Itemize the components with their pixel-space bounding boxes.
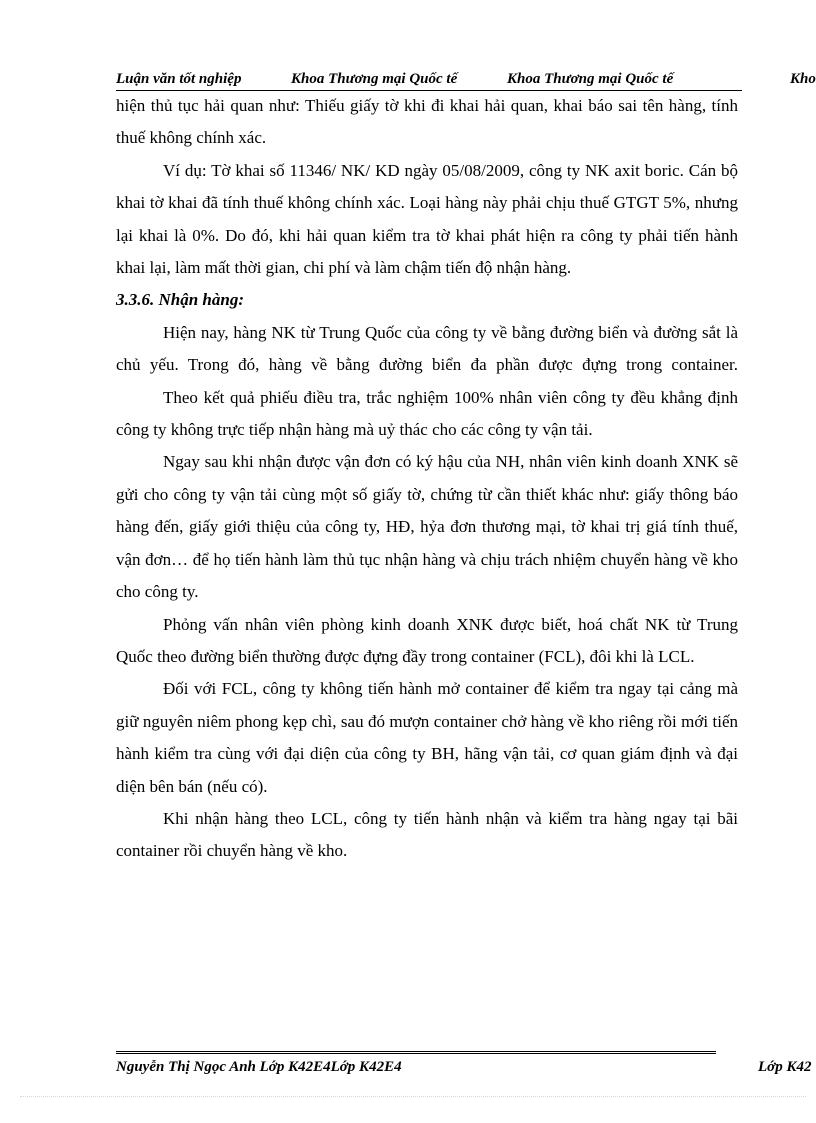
paragraph-continued: hiện thủ tục hải quan như: Thiếu giấy tờ khi đi khai hải quan, khai báo sai tên hàng, tính thuế không chính xác.	[116, 96, 738, 148]
header-dept-3: Kho	[790, 71, 816, 87]
paragraph: Ngay sau khi nhận được vận đơn có ký hậu của NH, nhân viên kinh doanh XNK sẽ gửi cho công ty vận tải cùng một số giấy tờ, chứng từ cần thiết khác như: giấy thông báo hàng đến, giấy giới thiệu của công ty, HĐ, hỷa đơn thương mại, tờ khai trị giá tính thuế, vận đơn… để họ tiến hành làm thủ tục nhận hàng và chịu trách nhiệm chuyển hàng về kho cho công ty.	[116, 452, 738, 602]
section-heading: 3.3.6. Nhận hàng:	[116, 290, 245, 310]
footer-rule	[116, 1051, 716, 1054]
header-dept-2: Khoa Thương mại Quốc tế	[507, 71, 674, 87]
paragraph: Khi nhận hàng theo LCL, công ty tiến hành nhận và kiểm tra hàng ngay tại bãi container rồi chuyển hàng về kho.	[116, 808, 738, 861]
footer-class: Lớp K42	[758, 1059, 812, 1075]
paragraph: Phỏng vấn nhân viên phòng kinh doanh XNK được biết, hoá chất NK từ Trung Quốc theo đường biển thường được đựng đầy trong container (FCL), đôi khi là LCL.	[116, 614, 738, 666]
page-edge-dots	[20, 1096, 806, 1097]
header-title-left: Luận văn tốt nghiệp	[116, 71, 242, 87]
footer-author: Nguyễn Thị Ngọc Anh Lớp K42E4Lớp K42E4	[116, 1059, 402, 1075]
paragraph: Ví dụ: Tờ khai số 11346/ NK/ KD ngày 05/08/2009, công ty NK axit boric. Cán bộ khai tờ khai đã tính thuế không chính xác. Loại hàng này phải chịu thuế GTGT 5%, nhưng lại khai là 0%. Do đó, khi hải quan kiểm tra tờ khai phát hiện ra công ty phải tiến hành khai lại, làm mất thời gian, chi phí và làm chậm tiến độ nhận hàng.	[116, 160, 738, 278]
header-dept-1: Khoa Thương mại Quốc tế	[291, 71, 458, 87]
document-body	[116, 90, 738, 868]
paragraph: Hiện nay, hàng NK từ Trung Quốc của công ty về bằng đường biển và đường sắt là chủ yếu. Trong đó, hàng về bằng đường biển đa phần được đựng trong container.	[116, 322, 738, 375]
paragraph: Theo kết quả phiếu điều tra, trắc nghiệm 100% nhân viên công ty đều khẳng định công ty không trực tiếp nhận hàng mà uỷ thác cho các công ty vận tải.	[116, 387, 738, 440]
paragraph: Đối với FCL, công ty không tiến hành mở container để kiểm tra ngay tại cảng mà giữ nguyên niêm phong kẹp chì, sau đó mượn container chở hàng về kho riêng rồi mới tiến hành kiểm tra cùng với đại diện của công ty BH, hãng vận tải, cơ quan giám định và đại diện bên bán (nếu có).	[116, 679, 738, 796]
